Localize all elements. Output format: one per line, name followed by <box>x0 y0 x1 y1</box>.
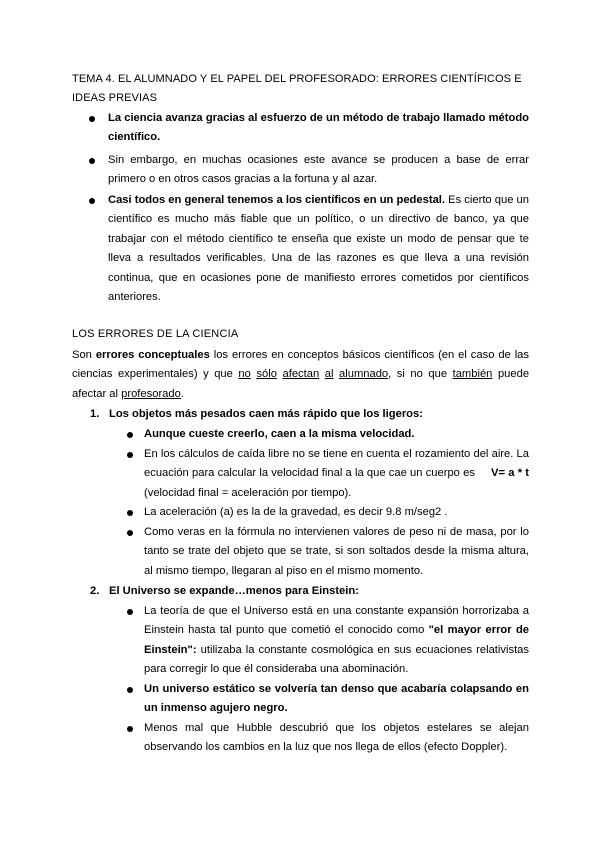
para-underline: alumnado <box>339 368 389 381</box>
item1-bullet-2-body: En los cálculos de caída libre no se tiene en cuenta el rozamiento del aire. La ecuación para calcular la velocidad final a la que cae un cuerpo es <box>144 448 529 480</box>
item1-bullet-3-text: La aceleración (a) es la de la gravedad, es decir 9.8 m/seg2 . <box>144 506 448 518</box>
bullet-icon <box>127 530 133 536</box>
item1-formula: V= a * t <box>491 467 529 480</box>
para-underline: profesorado <box>121 387 181 400</box>
list-heading-1: Los objetos más pesados caen más rápido que los ligeros: <box>109 408 423 420</box>
item2-bullet-1-bold: "el mayor error de Einstein": <box>144 624 529 656</box>
item1-bullet-2-tail: (velocidad final = aceleración por tiempo). <box>144 486 352 499</box>
item1-bullet-4-text: Como veras en la fórmula no intervienen valores de peso ni de masa, por lo tanto se trate del objeto que se trate, si son soltados desde la misma altura, al mismo tiempo, llegaran al piso en el mismo momento. <box>144 526 529 577</box>
item2-bullet-1-tail: utilizaba la constante cosmológica en sus ecuaciones relativistas para corregir lo que él consideraba una abominación. <box>144 643 529 676</box>
bullet-icon <box>127 609 133 615</box>
section-heading: LOS ERRORES DE LA CIENCIA <box>72 328 239 340</box>
para-underline: al <box>324 368 334 381</box>
bullet-icon <box>127 687 133 693</box>
intro-bullet-1-text: La ciencia avanza gracias al esfuerzo de un método de trabajo llamado método científico. <box>108 112 529 144</box>
item2-bullet-1-text <box>144 602 529 680</box>
para-underline: sólo <box>256 368 277 381</box>
bullet-icon <box>127 452 133 458</box>
section-paragraph <box>72 346 529 404</box>
para-text: Son <box>72 349 96 361</box>
intro-bullet-2-text: Sin embargo, en muchas ocasiones este avance se producen a base de errar primero o en otros casos gracias a la fortuna y al azar. <box>108 154 529 186</box>
bullet-icon <box>127 726 133 732</box>
item1-bullet-2-text <box>144 445 529 503</box>
item2-bullet-2-text: Un universo estático se volvería tan denso que acabaría colapsando en un inmenso agujero negro. <box>144 683 529 715</box>
page-title: TEMA 4. EL ALUMNADO Y EL PAPEL DEL PROFESORADO: ERRORES CIENTÍFICOS E IDEAS PREVIAS <box>72 73 522 104</box>
item2-bullet-1-body: La teoría de que el Universo está en una constante expansión horrorizaba a Einstein hasta tal punto que cometió el conocido como <box>144 605 529 637</box>
intro-bullet-3-body: Es cierto que un científico es mucho más fiable que un político, o un directivo de banco, ya que trabajar con el método científico te enseña que existe un modo de pensar que te lleva a resultados verificables. Una de las razones es que lleva a una revisión continua, que en ocasiones pone de manifiesto errores cometidos por científicos anteriores. <box>108 194 529 304</box>
intro-bullet-3-text <box>108 191 529 307</box>
para-text: los errores en conceptos básicos científicos (en el caso de las ciencias experimentales) y que <box>72 349 529 381</box>
list-number-2: 2. <box>90 585 100 597</box>
bullet-icon <box>127 510 133 516</box>
item2-bullet-3-text: Menos mal que Hubble descubrió que los objetos estelares se alejan observando los cambios en la luz que nos llega de ellos (efecto Doppler). <box>144 722 529 754</box>
para-text: puede afectar al <box>72 368 530 400</box>
list-heading-2: El Universo se expande…menos para Einstein: <box>109 585 359 597</box>
bullet-icon <box>89 116 95 122</box>
bullet-icon <box>89 158 95 164</box>
bullet-icon <box>89 198 95 204</box>
para-underline: afectan <box>282 368 320 381</box>
para-underline: también <box>452 368 493 381</box>
list-number-1: 1. <box>90 408 100 420</box>
intro-bullet-3-bold: Casi todos en general tenemos a los científicos en un pedestal. <box>108 194 446 206</box>
para-text: . <box>180 387 184 400</box>
item1-bullet-1-text: Aunque cueste creerlo, caen a la misma velocidad. <box>144 428 415 440</box>
para-bold: errores conceptuales <box>95 349 210 361</box>
para-underline: no <box>238 368 251 381</box>
bullet-icon <box>127 432 133 438</box>
para-text: , si no que <box>388 368 453 381</box>
